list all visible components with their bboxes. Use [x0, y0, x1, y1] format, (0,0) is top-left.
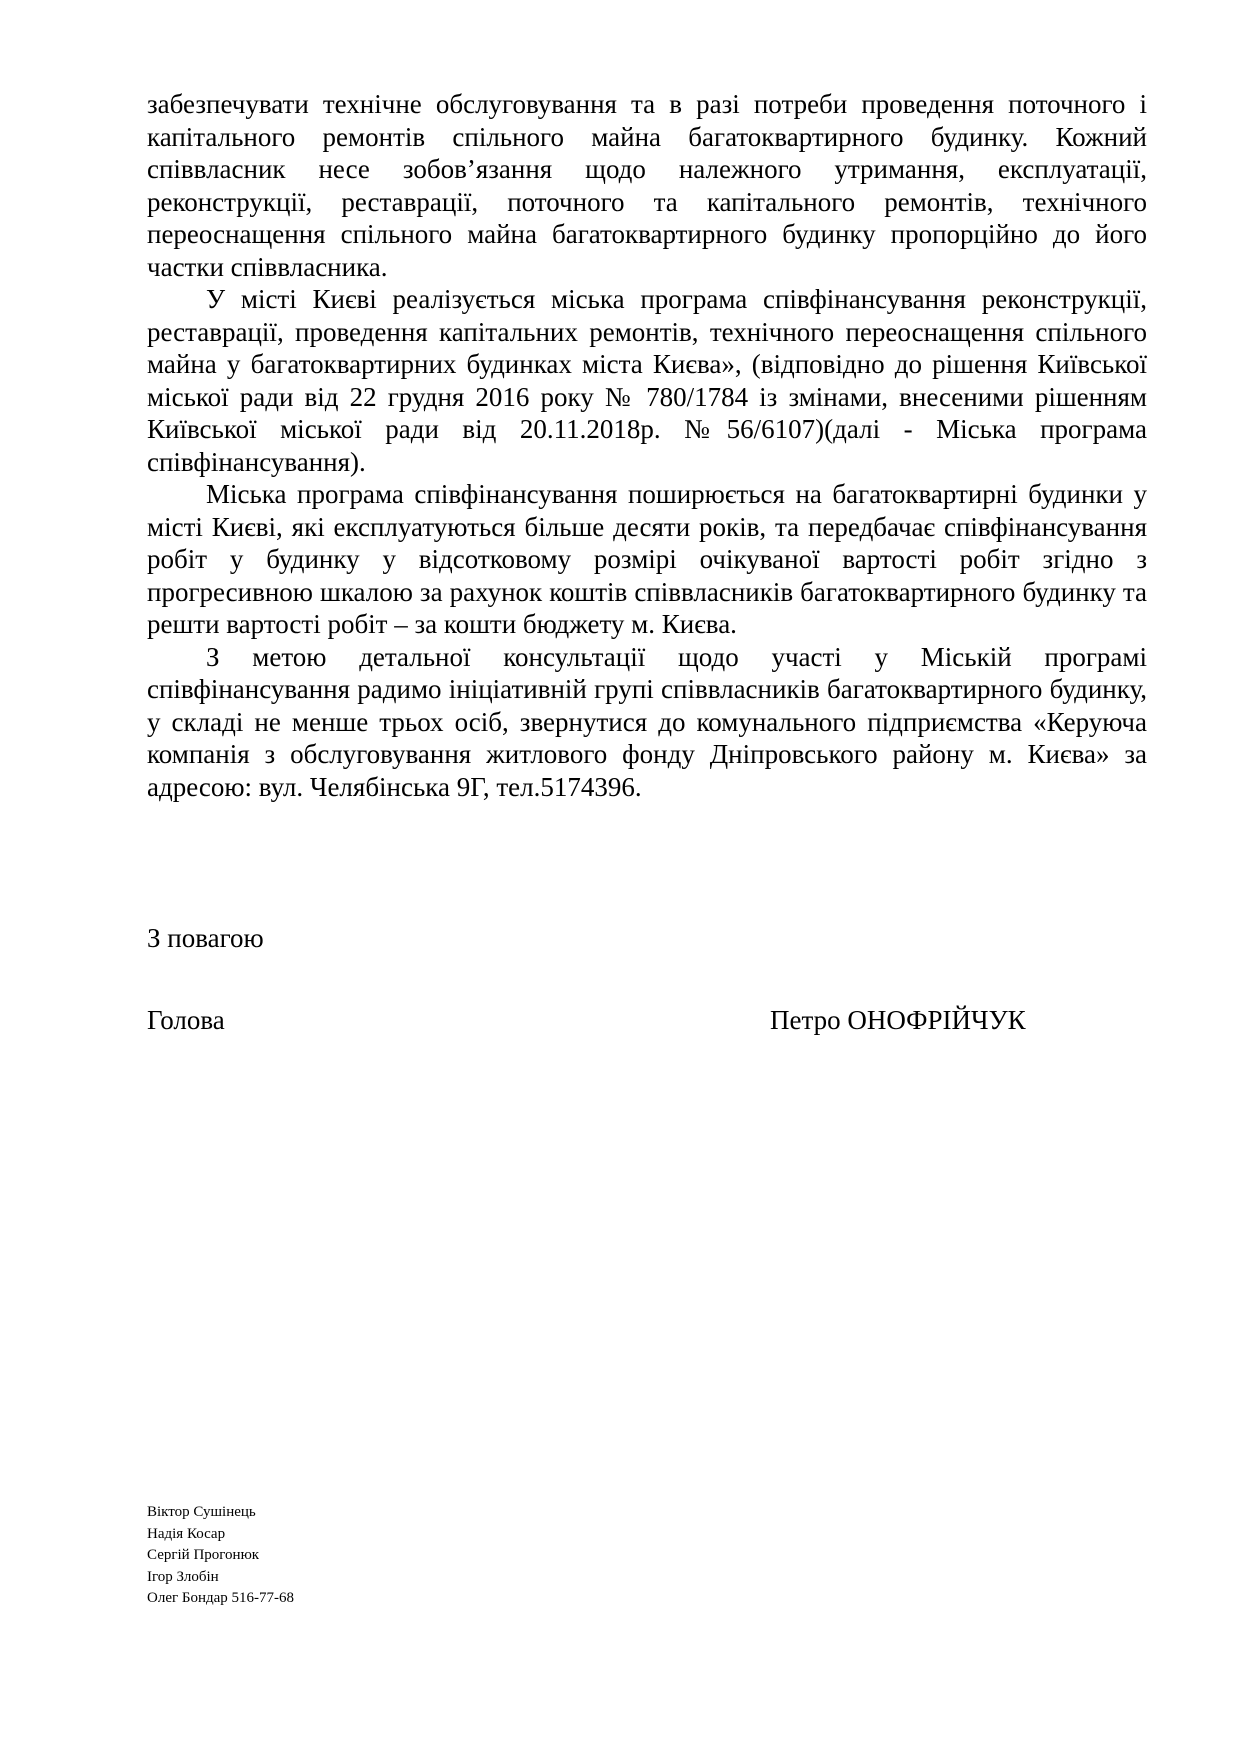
- letter-body: [147, 88, 1147, 803]
- signatory-title: Голова: [147, 1005, 225, 1035]
- executor-name: Ігор Злобін: [147, 1568, 219, 1585]
- paragraph-program-scope: Міська програма співфінансування поширюється на багатоквартирні будинки у місті Києві, які експлуатуються більше десяти років, та передбачає співфінансування робіт у будинку у відсотковому розмірі очікуваної вартості робіт згідно з прогресивною шкалою за рахунок коштів співвласників багатоквартирного будинку та решти вартості робіт – за кошти бюджету м. Києва.: [147, 479, 1147, 639]
- executor-name: Надія Косар: [147, 1525, 226, 1542]
- signatory-name: Петро ОНОФРІЙЧУК: [770, 1005, 1026, 1035]
- paragraph-continued: забезпечувати технічне обслуговування та в разі потреби проведення поточного і капітального ремонтів спільного майна багатоквартирного будинку. Кожний співвласник несе зобов’язання щодо належного утримання, експлуатації, реконструкції, реставрації, поточного та капітального ремонтів, технічного переоснащення спільного майна багатоквартирного будинку пропорційно до його частки співвласника.: [147, 89, 1147, 282]
- executor-name-phone: Олег Бондар 516-77-68: [147, 1590, 295, 1606]
- executor-name: Сергій Прогонюк: [147, 1547, 260, 1563]
- paragraph-consultation: З метою детальної консультації щодо участі у Міській програмі співфінансування радимо ініціативній групі співвласників багатоквартирного будинку, у складі не менше трьох осіб, звернутися до комунального підприємства «Керуюча компанія з обслуговування житлового фонду Дніпровського району м. Києва» за адресою: вул. Челябінська 9Г, тел.5174396.: [147, 641, 1147, 802]
- executors-list: [147, 1502, 294, 1610]
- executor-name: Віктор Сушінець: [147, 1504, 256, 1520]
- closing-phrase: З повагою: [147, 923, 264, 953]
- paragraph-city-program: У місті Києві реалізується міська програма співфінансування реконструкції, реставрації, проведення капітальних ремонтів, технічного переоснащення спільного майна у багатоквартирних будинках міста Києва», (відповідно до рішення Київської міської ради від 22 грудня 2016 року № 780/1784 із змінами, внесеними рішенням Київської міської ради від 20.11.2018р. №56/6107)(далі - Міська програма співфінансування).: [147, 284, 1147, 477]
